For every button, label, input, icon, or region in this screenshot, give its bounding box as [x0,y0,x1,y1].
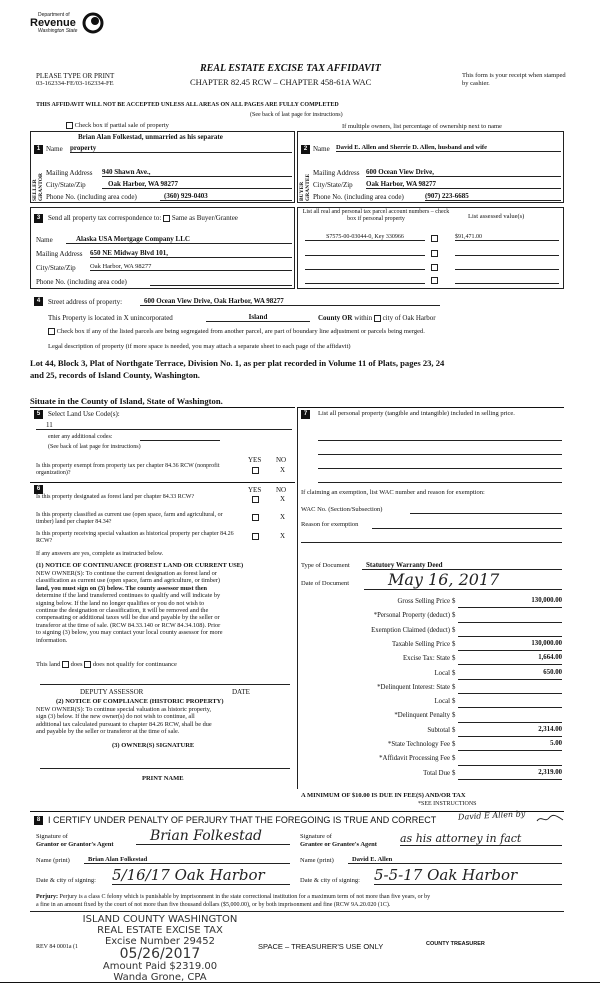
corr-phone-field[interactable] [150,285,292,286]
seller-city-field[interactable]: Oak Harbor, WA 98277 [102,180,292,189]
s5-no-header: NO [276,456,287,464]
s6-yes-header: YES [248,486,262,494]
see-instructions: *SEE INSTRUCTIONS [418,801,477,807]
treasurer-stamp [70,914,250,983]
cont-line: signing below. If the land no longer qualifies or you do not wish to [36,599,205,607]
grantee-signature[interactable]: as his attorney in fact [400,832,562,846]
perjury-notice [36,894,566,909]
buyer-mailing-field[interactable]: 600 Ocean View Drive, [366,168,561,177]
seller-city-label: City/State/Zip [46,181,86,189]
buyer-mailing-label: Mailing Address [313,169,360,177]
city-of-text: city of Oak Harbor [382,314,436,322]
segregated-checkbox[interactable] [48,328,55,335]
tax-row [302,669,562,683]
grantor-name-field[interactable]: Brian Alan Folkestad [84,856,290,864]
section-2-badge: 2 [301,145,310,154]
personal-property-line-4[interactable] [318,482,562,483]
partial-sale-checkbox[interactable] [66,122,73,129]
within-text: within [354,314,373,322]
tax-row [302,626,562,640]
seller-mailing-label: Mailing Address [46,169,93,177]
buyer-phone-field[interactable]: (907) 223-6685 [425,192,561,201]
seller-side-label: SELLER GRANTOR [32,172,44,201]
tax-row-currency: $ [452,655,456,663]
personal-property-line-3[interactable] [318,468,562,469]
street-field[interactable]: 600 Ocean View Drive, Oak Harbor, WA 98277 [140,297,440,306]
grantor-name-label: Name (print) [36,857,70,864]
buyer-city-label: City/State/Zip [313,181,353,189]
parcel-1-value[interactable]: $91,471.00 [455,234,559,241]
seller-name-line2[interactable]: property [70,144,292,153]
if-yes-note: If any answers are yes, complete as instructed below. [36,551,164,557]
parcel-1-checkbox[interactable] [431,235,438,242]
correspondence-label [48,214,238,222]
grantee-sig-label [300,833,377,849]
parcel-4[interactable] [305,283,425,284]
section-4-badge: 4 [34,297,43,306]
current-use-no-mark[interactable]: X [280,513,286,521]
same-as-buyer-label: Same as Buyer/Grantee [171,214,238,222]
does-not-text: does not qualify for continuance [92,661,177,668]
deputy-line[interactable] [40,684,290,685]
tax-row-currency: $ [452,669,456,677]
parcel-1[interactable]: S7575-00-03044-0, Key 330966 [305,234,425,241]
cont-line: information. [36,636,68,644]
section-8-badge: 8 [34,816,43,825]
cont-line: continue the designation or classification, it will be removed and the [36,607,209,615]
tax-row-label: Gross Selling Price [397,598,450,605]
tax-row [302,726,562,740]
tax-row-amount[interactable]: 1,664.00 [458,654,562,665]
grantor-date-field[interactable]: 5/16/17 Oak Harbor [112,866,290,885]
grantee-sig-label-2: Grantee or Grantee's Agent [300,841,377,848]
section-1-badge: 1 [34,145,43,154]
stamp-line-6: Wanda Grone, CPA [113,972,207,983]
grantee-name-label: Name (print) [300,857,334,864]
comp-line: additional tax calculated pursuant to chapter 84.26 RCW, shall be due [36,720,212,728]
corr-mailing-field[interactable]: 650 NE Midway Blvd 101, [90,249,292,258]
tax-row-currency: $ [452,612,456,620]
deputy-date-label: DATE [232,688,250,696]
county-field[interactable]: Island [206,313,310,322]
correspondence-text: Send all property tax correspondence to: [48,214,162,222]
parcel-4-checkbox[interactable] [431,277,438,284]
located-label: This Property is located in X unincorporated [48,314,173,322]
segregated-check[interactable] [48,328,425,335]
buyer-name-field[interactable]: David E. Allen and Sherrie D. Allen, husband and wife [336,144,561,152]
s5-yes-header: YES [248,456,262,464]
parcel-2[interactable] [305,255,425,256]
situate-line: Situate in the County of Island, State of Washington. [30,396,223,406]
stamp-line-2: REAL ESTATE EXCISE TAX [97,925,223,936]
forest-no-mark[interactable]: X [280,495,286,503]
this-land-text: This land [36,661,61,668]
print-note: PLEASE TYPE OR PRINT [36,72,115,80]
parcel-2-value[interactable] [455,255,559,256]
tax-row [302,697,562,711]
section-5-top-rule [30,407,295,408]
tax-row-currency: $ [452,640,456,648]
grantee-name-field[interactable]: David E. Allen [348,856,562,864]
comp-line: NEW OWNER(S): To continue special valuation as historic property, [36,706,212,713]
cont-line: NEW OWNER(S): To continue the current designation as forest land or [36,570,217,577]
parcels-header: List all real and personal tax parcel account numbers – check box if personal property [302,209,450,222]
qualify-row [36,661,177,668]
legal-line1: Lot 44, Block 3, Plat of Northgate Terrace, Division No. 1, as per plat recorded in Volume 11 of Plats, pages 23, 24 [30,358,445,368]
tax-row-currency: $ [452,741,456,748]
continuance-title: (1) NOTICE OF CONTINUANCE (FOREST LAND OR CURRENT USE) [36,562,244,569]
corr-mailing-label: Mailing Address [36,250,83,258]
see-back-note: (See back of last page for instructions) [250,112,343,118]
forest-question: Is this property designated as forest land per chapter 84.33 RCW? [36,494,195,500]
doc-type-field[interactable]: Statutory Warranty Deed [362,561,562,570]
partial-sale-check[interactable] [66,122,169,129]
tax-row-amount[interactable]: 2,319.00 [458,769,562,780]
tax-row [302,711,562,725]
receipt-note: This form is your receipt when stamped by cashier. [462,72,566,87]
same-as-buyer-checkbox[interactable] [163,215,170,222]
tax-row-amount[interactable]: 650.00 [458,669,562,680]
does-not-checkbox[interactable] [84,661,91,668]
segregated-label: Check box if any of the listed parcels are being segregated from another parcel, are part of boundary line adjustment or parcels being merged. [56,328,425,335]
perjury-bold: Perjury: [36,894,58,900]
cont-line: land, you must sign on (3) below. The county assessor must then [36,584,208,592]
form-codes: 03-162334-FE/03-162334-FE [36,80,114,87]
tax-row [302,654,562,668]
compliance-text [36,706,294,736]
buyer-phone-label: Phone No. (including area code) [313,193,404,201]
buyer-name-label: Name [313,145,330,153]
land-use-label: Select Land Use Code(s): [48,410,120,418]
grantee-sig-label-1: Signature of [300,833,332,840]
buyer-city-field[interactable]: Oak Harbor, WA 98277 [366,180,561,189]
county-or-label [318,314,436,322]
section-7-badge: 7 [301,410,310,419]
seller-mailing-field[interactable]: 940 Shawn Ave., [102,168,292,177]
print-name-label: PRINT NAME [142,775,184,782]
tax-row [302,597,562,611]
minimum-note: A MINIMUM OF $10.00 IS DUE IN FEE(S) AND/OR TAX [301,792,466,799]
tax-row [302,740,562,754]
does-text: does [70,661,83,668]
corr-city-field[interactable]: Oak Harbor, WA 98277 [90,263,292,271]
section-3-badge: 3 [34,214,43,223]
parcel-3[interactable] [305,269,425,270]
land-use-code[interactable]: 11 [36,421,292,430]
tax-row-amount[interactable]: 5.00 [458,740,562,751]
reason-field-1[interactable] [372,528,562,529]
tax-row [302,640,562,654]
tax-row-currency: $ [452,683,456,691]
perjury-line-2: a fine in an amount fixed by the court of not more than five thousand dollars ($5,000.00), or by both imprisonment and fine (RCW 9A.20.020 (1C). [36,901,391,908]
form-subtitle: CHAPTER 82.45 RCW – CHAPTER 458-61A WAC [190,77,372,87]
historic-question: Is this property receiving special valuation as historical property per chapter 84.26 RCW? [36,531,234,544]
tax-row [302,754,562,768]
wac-field[interactable] [410,513,562,514]
exempt-no-mark[interactable]: X [280,466,286,474]
s6-no-header: NO [276,486,287,494]
forest-yes-checkbox[interactable] [252,496,259,503]
seller-phone-field[interactable]: (360) 929-0403 [160,192,292,201]
tax-row-amount[interactable]: 130,000.00 [458,640,562,651]
stamp-line-5: Amount Paid $2319.00 [102,961,218,972]
perjury-line-1: Perjury is a class C felony which is punishable by imprisonment in the state correctional institution for a maximum term of not more than five years, or by [59,894,431,900]
tax-row-label: *Affidavit Processing Fee [379,755,450,763]
section-6-top-rule [30,482,295,483]
dor-logo [30,12,110,46]
county-or-text: County OR [318,314,353,322]
tax-row-amount[interactable]: 130,000.00 [458,597,562,608]
revision-code: REV 84 0001a (1 [36,944,79,950]
exempt-yes-checkbox[interactable] [252,467,259,474]
comp-line: and payable by the seller or transferor at the time of sale. [36,728,180,736]
grantor-sig-label [36,833,114,849]
stamp-line-1: ISLAND COUNTY WASHINGTON [82,914,238,925]
tax-row-currency: $ [452,726,456,734]
multiple-owners-note: If multiple owners, list percentage of ownership next to name [342,123,502,130]
tax-row-label: Exemption Claimed (deduct) [371,626,450,634]
tax-row-label: Taxable Selling Price [391,640,450,648]
tax-row-amount[interactable] [458,611,562,622]
tax-row-amount[interactable] [458,697,562,708]
cont-line: classification as current use (open space, farm and agriculture, or timber) [36,577,220,585]
owner-signature-label: (3) OWNER(S) SIGNATURE [112,742,195,749]
personal-property-label: List all personal property (tangible and intangible) included in selling price. [318,410,515,417]
logo-line2: Revenue [30,17,76,29]
continuance-text [36,570,294,644]
grantee-date-field[interactable]: 5-5-17 Oak Harbor [374,866,562,885]
historic-no-mark[interactable]: X [280,532,286,540]
corr-name-field[interactable]: Alaska USA Mortgage Company LLC [66,235,292,244]
additional-codes-label: enter any additional codes: [48,434,113,440]
assessed-value-header: List assessed value(s) [468,213,525,220]
comp-line: sign (3) below. If the new owner(s) do not wish to continue, all [36,713,195,721]
current-use-question: Is this property classified as current use (open space, farm and agricultural, or timber) land per chapter 84.34? [36,512,223,525]
tax-row [302,683,562,697]
tax-row-currency: $ [452,626,456,634]
grantor-sig-label-2: Grantor or Grantor's Agent [36,841,114,848]
completion-notice: THIS AFFIDAVIT WILL NOT BE ACCEPTED UNLESS ALL AREAS ON ALL PAGES ARE FULLY COMPLETED [36,102,339,108]
stamp-line-3: Excise Number 29452 [104,936,216,947]
tax-row [302,769,562,783]
grantor-date-label: Date & city of signing: [36,877,96,884]
corr-phone-label: Phone No. (including area code) [36,278,127,286]
cont-line: determine if the land transferred continues to qualify and will indicate by [36,592,221,600]
parcel-3-checkbox[interactable] [431,264,438,271]
doc-date-field[interactable]: May 16, 2017 [364,570,562,590]
deputy-assessor-label: DEPUTY ASSESSOR [80,688,144,696]
doc-date-label: Date of Document [301,580,350,587]
exempt-question: Is this property exempt from property tax per chapter 84.36 RCW (nonprofit organization)? [36,463,220,476]
tax-row-amount[interactable] [458,754,562,765]
tax-row-amount[interactable]: 2,314.00 [458,726,562,737]
doc-type-label: Type of Document [301,562,350,569]
section-6-badge: 6 [34,485,43,494]
tax-row-amount[interactable] [458,626,562,637]
tax-row-amount[interactable] [458,711,562,722]
reason-field-2[interactable] [301,542,562,543]
owner-signature-line[interactable] [40,768,290,769]
tax-row-currency: $ [452,712,456,720]
grantee-date-label: Date & city of signing: [300,877,360,884]
footer-rule [30,911,564,912]
additional-codes-field[interactable] [140,440,220,441]
tax-row-amount[interactable] [458,683,562,694]
cont-line: to signing (3) below, you may contact your local county assessor for more [36,629,223,637]
personal-property-line-1[interactable] [318,440,562,441]
tax-row-label: *Delinquent Penalty [394,712,450,720]
tax-row-label: Excise Tax: State [403,655,450,663]
grantor-sig-label-1: Signature of [36,833,68,840]
tax-row-label: *Personal Property (deduct) [373,612,450,620]
logo-swirl-icon [82,12,104,34]
wac-label: WAC No. (Section/Subsection) [301,506,383,513]
seller-phone-label: Phone No. (including area code) [46,193,137,201]
corr-city-label: City/State/Zip [36,264,76,272]
cont-line: compensating or additional taxes will be due and payable by the seller or [36,614,220,622]
tax-row-label: Subtotal [427,726,450,734]
does-checkbox[interactable] [62,661,69,668]
personal-property-line-2[interactable] [318,454,562,455]
street-label: Street address of property: [48,298,123,306]
tax-row-label: Total Due [423,769,450,777]
tax-row-label: *Delinquent Interest: State [377,683,450,691]
cont-line: transferor at the time of sale. (RCW 84.33.140 or RCW 84.34.108). Prior [36,621,221,629]
section-5-badge: 5 [34,410,43,419]
tax-row-currency: $ [452,698,456,706]
partial-sale-label: Check box if partial sale of property [74,122,169,129]
certify-statement: I CERTIFY UNDER PENALTY OF PERJURY THAT THE FOREGOING IS TRUE AND CORRECT [48,815,437,825]
parcel-4-value[interactable] [455,283,559,284]
compliance-title: (2) NOTICE OF COMPLIANCE (HISTORIC PROPERTY) [56,698,224,705]
attorney-annotation: David E Allen by [457,809,526,822]
tax-row-currency: $ [452,769,456,777]
seller-name-line1: Brian Alan Folkestad, unmarried as his separate [78,133,223,141]
tax-row [302,611,562,625]
buyer-side-label: BUYER GRANTEE [299,173,311,201]
reason-label: Reason for exemption [301,521,359,528]
legal-line2: and 25, records of Island County, Washington. [30,370,200,380]
grantor-signature[interactable]: Brian Folkestad [136,828,290,845]
within-city-checkbox[interactable] [374,315,381,322]
tax-row-currency: $ [452,755,456,763]
logo-line3: Washington State [38,28,78,34]
tax-row-currency: $ [452,598,456,605]
exemption-label: If claiming an exemption, list WAC number and reason for exemption: [301,489,485,496]
corr-name-label: Name [36,236,53,244]
land-use-see-back: (See back of last page for instructions) [48,444,141,450]
historic-yes-checkbox[interactable] [252,533,259,540]
tax-row-label: *State Technology Fee [387,741,450,748]
logo-line1: Department of [38,12,70,18]
bottom-rule [0,982,600,983]
parcel-2-checkbox[interactable] [431,250,438,257]
annotation-scribble-icon [535,814,565,824]
seller-name-label: Name [46,145,63,153]
parcel-3-value[interactable] [455,269,559,270]
county-treasurer-label: COUNTY TREASURER [426,941,485,947]
stamp-line-4: 05/26/2017 [119,946,201,962]
form-title: REAL ESTATE EXCISE TAX AFFIDAVIT [200,63,381,74]
tax-row-label: Local [434,698,450,706]
legal-label: Legal description of property (if more space is needed, you may attach a separate sheet to each page of the affidavit) [48,343,351,350]
current-use-yes-checkbox[interactable] [252,514,259,521]
treasurer-space-label: SPACE – TREASURER'S USE ONLY [258,942,384,951]
tax-row-label: Local [434,669,450,677]
